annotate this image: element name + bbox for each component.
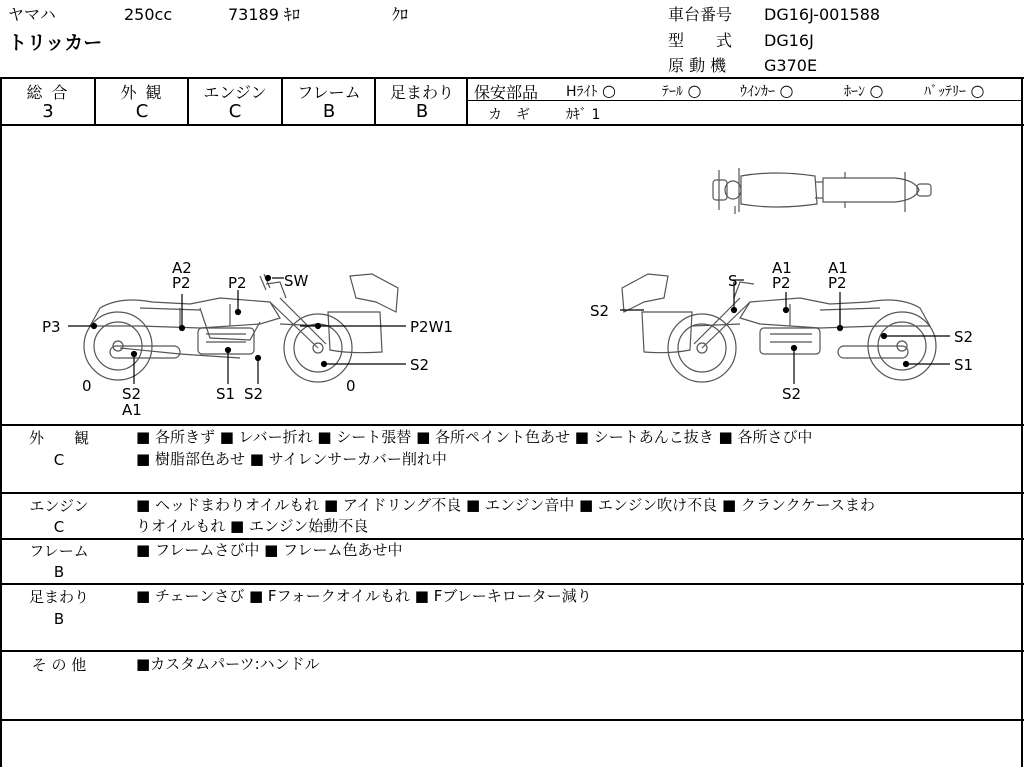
- detail-label: そ の 他: [31, 656, 87, 674]
- divider: [0, 583, 1024, 585]
- detail-line: りオイルもれ ■ エンジン始動不良: [136, 517, 369, 535]
- diagram-label-a1: A1: [772, 259, 792, 277]
- divider: [0, 650, 1024, 652]
- maker: ヤマハ: [8, 5, 56, 24]
- key-label: カ ギ: [488, 107, 530, 123]
- diagram-label-a2: A2: [172, 259, 192, 277]
- divider: [0, 492, 1024, 494]
- engine-value: G370E: [764, 56, 818, 75]
- detail-line: ■ ヘッドまわりオイルもれ ■ アイドリング不良 ■ エンジン音中 ■ エンジン吹け不良 ■ クランクケースまわ: [136, 496, 875, 514]
- diagram-label-p2w1: P2W1: [410, 318, 453, 336]
- frame-no-label: 車台番号: [668, 5, 733, 24]
- divider: [1021, 77, 1023, 767]
- grade-label-suspension: 足まわり: [389, 83, 454, 102]
- divider: [0, 77, 2, 767]
- divider: [0, 124, 1024, 126]
- diagram-label-p2: P2: [172, 274, 191, 292]
- diagram-leader-lines: [0, 260, 1024, 420]
- safety-headlight: Hﾗｲﾄ ○: [566, 81, 616, 100]
- grade-label-exterior: 外 観: [120, 83, 164, 102]
- model-name: トリッカー: [8, 32, 103, 54]
- grade-label-frame: フレーム: [297, 83, 361, 102]
- grade-label-engine: エンジン: [203, 83, 267, 102]
- diagram-label-s1: S1: [216, 385, 236, 403]
- diagram-label-sw: SW: [284, 272, 309, 290]
- diagram-label-p3: P3: [42, 318, 61, 336]
- diagram-label-s: S: [728, 272, 738, 290]
- diagram-label-zero: 0: [82, 377, 92, 395]
- key-value: ｶｷﾞ 1: [566, 107, 601, 123]
- detail-label: 外 観: [28, 429, 89, 447]
- diagram-label-s1: S1: [954, 356, 974, 374]
- grade-value-suspension: B: [415, 101, 429, 122]
- safety-horn: ﾎｰﾝ ○: [844, 81, 884, 100]
- detail-line: ■カスタムパーツ:ハンドル: [136, 655, 320, 673]
- detail-grade: C: [53, 451, 65, 469]
- grade-value-total: 3: [42, 101, 54, 122]
- diagram-label-s2: S2: [122, 385, 142, 403]
- diagram-label-s2: S2: [782, 385, 802, 403]
- detail-line: ■ 各所きず ■ レバー折れ ■ シート張替 ■ 各所ペイント色あせ ■ シートあんこ抜き ■ 各所さび中: [136, 428, 813, 446]
- motorcycle-top-view: [705, 162, 945, 218]
- diagram-label-a1: A1: [828, 259, 848, 277]
- detail-label: フレーム: [29, 542, 89, 560]
- detail-line: ■ 樹脂部色あせ ■ サイレンサーカバー削れ中: [136, 450, 447, 468]
- color: ｸﾛ: [392, 5, 409, 24]
- frame-no: DG16J-001588: [764, 5, 881, 24]
- diagram-label-zero: 0: [346, 377, 356, 395]
- grade-value-exterior: C: [135, 101, 149, 122]
- diagram-label-s2: S2: [244, 385, 264, 403]
- diagram-label-p2: P2: [772, 274, 791, 292]
- displacement: 250cc: [124, 5, 173, 24]
- diagram-label-s2: S2: [410, 356, 430, 374]
- mileage: 73189 ｷﾛ: [228, 5, 300, 24]
- diagram-label-s2: S2: [590, 302, 610, 320]
- safety-title: 保安部品: [474, 83, 539, 102]
- safety-winker: ｳｲﾝｶｰ ○: [740, 81, 794, 100]
- diagram-label-p2: P2: [828, 274, 847, 292]
- divider: [0, 77, 1024, 79]
- detail-label: エンジン: [29, 497, 89, 515]
- engine-label: 原 動 機: [668, 56, 727, 75]
- type-value: DG16J: [764, 31, 814, 50]
- grade-label-total: 総 合: [26, 83, 70, 102]
- diagram-label-a1: A1: [122, 401, 142, 419]
- detail-grade: B: [53, 563, 65, 581]
- detail-line: ■ フレームさび中 ■ フレーム色あせ中: [136, 541, 403, 559]
- safety-tail: ﾃｰﾙ ○: [662, 81, 702, 100]
- diagram-label-s2: S2: [954, 328, 974, 346]
- type-label: 型 式: [668, 31, 733, 50]
- detail-line: ■ チェーンさび ■ Fフォークオイルもれ ■ Fブレーキローター減り: [136, 587, 592, 605]
- detail-grade: B: [53, 610, 65, 628]
- detail-grade: C: [53, 518, 65, 536]
- detail-label: 足まわり: [28, 588, 89, 606]
- divider: [0, 719, 1024, 721]
- grade-value-engine: C: [228, 101, 242, 122]
- grade-value-frame: B: [322, 101, 336, 122]
- divider: [0, 424, 1024, 426]
- safety-battery: ﾊﾞｯﾃﾘｰ ○: [924, 81, 985, 100]
- diagram-label-p2: P2: [228, 274, 247, 292]
